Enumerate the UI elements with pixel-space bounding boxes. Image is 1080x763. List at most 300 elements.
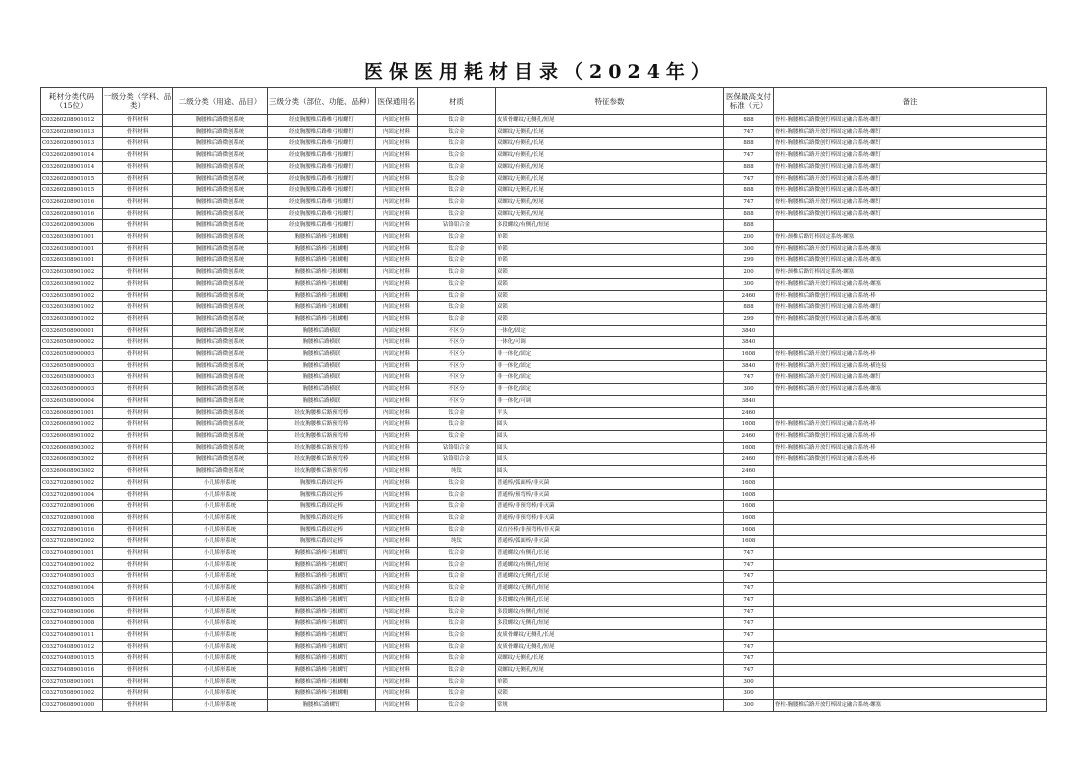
level2-cell: 小儿矫形系统 [173,629,268,641]
remarks-cell [774,325,1047,337]
max-payment-cell: 3840 [724,360,774,372]
features-cell: 双螺纹/有侧孔/短尾 [496,161,724,173]
level1-cell: 骨科材料 [103,618,173,630]
features-cell: 双螺纹/无侧孔/短尾 [496,196,724,208]
table-row [41,430,1047,442]
header-level1: 一级分类（学科、品类） [103,88,173,115]
level1-cell: 骨科材料 [103,220,173,232]
features-cell: 皮质骨螺纹/无侧孔/长尾 [496,629,724,641]
generic-name-cell: 内固定材料 [376,606,418,618]
table-row [41,653,1047,665]
remarks-cell [774,512,1047,524]
features-cell: 非一体化/固定 [496,372,724,384]
features-cell: 一体化/固定 [496,325,724,337]
remarks-cell [774,524,1047,536]
remarks-cell [774,501,1047,513]
code-cell: C03260208901013 [41,126,103,138]
remarks-cell [774,688,1047,700]
remarks-cell: 脊柱-胸腰椎后路开放钉棒固定融合系统-螺塞 [774,243,1047,255]
table-row [41,138,1047,150]
table-row [41,360,1047,372]
level3-cell: 经皮胸腰椎后路椎弓根螺钉 [268,220,376,232]
material-cell: 钛合金 [418,629,496,641]
code-cell: C03260608903002 [41,442,103,454]
level3-cell: 胸腰椎后路横联 [268,349,376,361]
remarks-cell: 脊柱-胸腰椎后路微创钉棒固定融合系统-螺钉 [774,138,1047,150]
code-cell: C03270508901001 [41,676,103,688]
table-row [41,115,1047,127]
code-cell: C03270408901002 [41,559,103,571]
level1-cell: 骨科材料 [103,126,173,138]
level3-cell: 胸腰椎后路椎弓根螺钉 [268,559,376,571]
level1-cell: 骨科材料 [103,489,173,501]
level2-cell: 胸腰椎后路微创系统 [173,185,268,197]
level2-cell: 小儿矫形系统 [173,700,268,712]
generic-name-cell: 内固定材料 [376,384,418,396]
level2-cell: 胸腰椎后路微创系统 [173,419,268,431]
level2-cell: 胸腰椎后路微创系统 [173,337,268,349]
level3-cell: 经皮胸腰椎后路椎弓根螺钉 [268,115,376,127]
features-cell: 非一体化/固定 [496,384,724,396]
code-cell: C03260208901016 [41,196,103,208]
remarks-cell [774,466,1047,478]
code-cell: C03260608901002 [41,419,103,431]
generic-name-cell: 内固定材料 [376,454,418,466]
remarks-cell [774,489,1047,501]
generic-name-cell: 内固定材料 [376,629,418,641]
remarks-cell: 脊柱-胸腰椎后路开放钉棒固定融合系统-螺钉 [774,126,1047,138]
table-row [41,278,1047,290]
level2-cell: 胸腰椎后路微创系统 [173,290,268,302]
level3-cell: 经皮胸腰椎后路椎弓根螺钉 [268,150,376,162]
level3-cell: 经皮胸腰椎后路椎弓根螺钉 [268,185,376,197]
level2-cell: 胸腰椎后路微创系统 [173,384,268,396]
code-cell: C03270408901008 [41,618,103,630]
material-cell: 钛合金 [418,185,496,197]
code-cell: C03270408901003 [41,571,103,583]
table-row [41,302,1047,314]
max-payment-cell: 888 [724,161,774,173]
material-cell: 钛合金 [418,430,496,442]
max-payment-cell: 888 [724,208,774,220]
table-row [41,583,1047,595]
level2-cell: 胸腰椎后路微创系统 [173,115,268,127]
level3-cell: 胸腰椎后路椎弓根螺帽 [268,232,376,244]
max-payment-cell: 888 [724,185,774,197]
remarks-cell: 脊柱-胸腰椎后路微创钉棒固定融合系统-螺钉 [774,208,1047,220]
generic-name-cell: 内固定材料 [376,185,418,197]
max-payment-cell: 888 [724,302,774,314]
material-cell: 钛合金 [418,688,496,700]
level2-cell: 小儿矫形系统 [173,489,268,501]
level2-cell: 胸腰椎后路微创系统 [173,278,268,290]
level3-cell: 胸腰椎后路椎弓根螺帽 [268,278,376,290]
features-cell: 单锁 [496,232,724,244]
features-cell: 双锁 [496,313,724,325]
remarks-cell: 脊柱-胸腰椎后路微创钉棒固定融合系统-螺塞 [774,255,1047,267]
max-payment-cell: 300 [724,278,774,290]
material-cell: 钛合金 [418,290,496,302]
material-cell: 纯钛 [418,466,496,478]
material-cell: 钛合金 [418,571,496,583]
generic-name-cell: 内固定材料 [376,489,418,501]
remarks-cell: 脊柱-胸腰椎后路开放钉棒固定融合系统-螺钉 [774,173,1047,185]
generic-name-cell: 内固定材料 [376,524,418,536]
table-row [41,173,1047,185]
header-generic-name: 医保通用名 [376,88,418,115]
header-row [41,88,1047,115]
max-payment-cell: 2460 [724,430,774,442]
level3-cell: 经皮胸腰椎后路椎弓根螺钉 [268,196,376,208]
features-cell: 圆头 [496,430,724,442]
remarks-cell: 脊柱-胸腰椎后路开放钉棒固定融合系统-螺钉 [774,372,1047,384]
table-row [41,618,1047,630]
code-cell: C03270408901016 [41,665,103,677]
remarks-cell: 脊柱-胸腰椎后路开放钉棒固定融合系统-棒 [774,442,1047,454]
level3-cell: 经皮胸腰椎后路预弯棒 [268,419,376,431]
level2-cell: 胸腰椎后路微创系统 [173,430,268,442]
level3-cell: 胸腰椎后路椎弓根螺帽 [268,313,376,325]
code-cell: C03270208901006 [41,501,103,513]
remarks-cell [774,395,1047,407]
code-cell: C03260208901015 [41,185,103,197]
max-payment-cell: 747 [724,606,774,618]
level2-cell: 胸腰椎后路微创系统 [173,243,268,255]
remarks-cell [774,477,1047,489]
max-payment-cell: 747 [724,653,774,665]
max-payment-cell: 300 [724,243,774,255]
level1-cell: 骨科材料 [103,360,173,372]
material-cell: 钛合金 [418,477,496,489]
code-cell: C03270408901001 [41,548,103,560]
level1-cell: 骨科材料 [103,138,173,150]
remarks-cell [774,559,1047,571]
generic-name-cell: 内固定材料 [376,442,418,454]
features-cell: 非一体化/固定 [496,360,724,372]
max-payment-cell: 1608 [724,536,774,548]
remarks-cell [774,676,1047,688]
features-cell: 圆头 [496,454,724,466]
level1-cell: 骨科材料 [103,430,173,442]
generic-name-cell: 内固定材料 [376,466,418,478]
generic-name-cell: 内固定材料 [376,115,418,127]
generic-name-cell: 内固定材料 [376,430,418,442]
header-level2: 二级分类（用途、品目） [173,88,268,115]
code-cell: C03260308901002 [41,267,103,279]
max-payment-cell: 747 [724,173,774,185]
level1-cell: 骨科材料 [103,442,173,454]
features-cell: 普通螺纹/无侧孔/长尾 [496,571,724,583]
code-cell: C03270408901005 [41,594,103,606]
generic-name-cell: 内固定材料 [376,512,418,524]
level3-cell: 胸腰椎后路横联 [268,395,376,407]
max-payment-cell: 3840 [724,337,774,349]
level1-cell: 骨科材料 [103,302,173,314]
table-row [41,161,1047,173]
table-row [41,524,1047,536]
level1-cell: 骨科材料 [103,313,173,325]
material-cell: 钛合金 [418,419,496,431]
level3-cell: 胸腰椎后路固定棒 [268,536,376,548]
level3-cell: 胸腰椎后路椎弓根螺钉 [268,571,376,583]
code-cell: C03270208901004 [41,489,103,501]
generic-name-cell: 内固定材料 [376,665,418,677]
code-cell: C03270208902002 [41,536,103,548]
generic-name-cell: 内固定材料 [376,313,418,325]
level3-cell: 胸腰椎后路横联 [268,325,376,337]
level2-cell: 胸腰椎后路微创系统 [173,138,268,150]
material-cell: 钛合金 [418,653,496,665]
material-cell: 钛合金 [418,243,496,255]
level1-cell: 骨科材料 [103,372,173,384]
table-row [41,536,1047,548]
features-cell: 圆头 [496,466,724,478]
generic-name-cell: 内固定材料 [376,325,418,337]
material-cell: 不区分 [418,395,496,407]
material-cell: 钛合金 [418,232,496,244]
level3-cell: 胸腰椎后路椎弓根螺钉 [268,618,376,630]
level1-cell: 骨科材料 [103,349,173,361]
material-cell: 钛合金 [418,512,496,524]
level1-cell: 骨科材料 [103,594,173,606]
level1-cell: 骨科材料 [103,524,173,536]
level1-cell: 骨科材料 [103,512,173,524]
code-cell: C03260308901002 [41,278,103,290]
features-cell: 普通棒/非预弯棒/非灭菌 [496,501,724,513]
material-cell: 不区分 [418,325,496,337]
features-cell: 单锁 [496,676,724,688]
level2-cell: 胸腰椎后路微创系统 [173,407,268,419]
level2-cell: 胸腰椎后路微创系统 [173,220,268,232]
material-cell: 不区分 [418,337,496,349]
features-cell: 常规 [496,700,724,712]
max-payment-cell: 1608 [724,419,774,431]
max-payment-cell: 747 [724,618,774,630]
code-cell: C03270408901012 [41,641,103,653]
code-cell: C03270508901002 [41,688,103,700]
max-payment-cell: 747 [724,594,774,606]
remarks-cell: 脊柱-胸腰椎后路微创钉棒固定融合系统-螺塞 [774,313,1047,325]
generic-name-cell: 内固定材料 [376,477,418,489]
remarks-cell [774,536,1047,548]
level3-cell: 胸腰椎后路椎弓根螺钉 [268,583,376,595]
remarks-cell [774,337,1047,349]
header-max-payment: 医保最高支付标准（元） [724,88,774,115]
max-payment-cell: 747 [724,548,774,560]
generic-name-cell: 内固定材料 [376,536,418,548]
level1-cell: 骨科材料 [103,196,173,208]
material-cell: 钛合金 [418,489,496,501]
material-cell: 钛合金 [418,161,496,173]
level3-cell: 胸腰椎后路椎弓根螺钉 [268,629,376,641]
table-row [41,243,1047,255]
code-cell: C03260208901013 [41,138,103,150]
level2-cell: 小儿矫形系统 [173,548,268,560]
max-payment-cell: 1608 [724,512,774,524]
material-cell: 钛合金 [418,126,496,138]
table-row [41,629,1047,641]
level3-cell: 经皮胸腰椎后路椎弓根螺钉 [268,208,376,220]
generic-name-cell: 内固定材料 [376,126,418,138]
code-cell: C03260308901002 [41,302,103,314]
material-cell: 钛合金 [418,559,496,571]
features-cell: 普通棒/弧面棒/非灭菌 [496,477,724,489]
max-payment-cell: 200 [724,267,774,279]
table-row [41,512,1047,524]
max-payment-cell: 300 [724,688,774,700]
features-cell: 普通螺纹/无侧孔/短尾 [496,583,724,595]
table-row [41,688,1047,700]
max-payment-cell: 300 [724,384,774,396]
features-cell: 普通棒/预弯棒/非灭菌 [496,489,724,501]
level3-cell: 胸腰椎后路椎弓根螺帽 [268,290,376,302]
material-cell: 不区分 [418,360,496,372]
remarks-cell [774,548,1047,560]
level3-cell: 胸腰椎后路椎弓根螺帽 [268,255,376,267]
level1-cell: 骨科材料 [103,232,173,244]
remarks-cell: 脊柱-胸腰椎后路微创钉棒固定融合系统-螺钉 [774,161,1047,173]
level2-cell: 胸腰椎后路微创系统 [173,232,268,244]
generic-name-cell: 内固定材料 [376,290,418,302]
level3-cell: 胸腰椎后路螺钉 [268,700,376,712]
max-payment-cell: 1608 [724,349,774,361]
level1-cell: 骨科材料 [103,665,173,677]
table-row [41,185,1047,197]
level3-cell: 胸腰椎后路椎弓根螺帽 [268,688,376,700]
table-row [41,548,1047,560]
features-cell: 双锁 [496,278,724,290]
level1-cell: 骨科材料 [103,559,173,571]
remarks-cell [774,618,1047,630]
features-cell: 多段螺纹/有侧孔/短尾 [496,606,724,618]
level3-cell: 胸腰椎后路固定棒 [268,524,376,536]
generic-name-cell: 内固定材料 [376,395,418,407]
remarks-cell: 脊柱-胸腰椎后路开放钉棒固定融合系统-横连接 [774,360,1047,372]
level2-cell: 胸腰椎后路微创系统 [173,255,268,267]
level2-cell: 胸腰椎后路微创系统 [173,150,268,162]
level3-cell: 胸腰椎后路椎弓根螺帽 [268,302,376,314]
level1-cell: 骨科材料 [103,536,173,548]
generic-name-cell: 内固定材料 [376,372,418,384]
level2-cell: 小儿矫形系统 [173,536,268,548]
features-cell: 皮质骨螺纹/无侧孔/短尾 [496,115,724,127]
table-row [41,641,1047,653]
code-cell: C03260308901001 [41,243,103,255]
material-cell: 钛合金 [418,665,496,677]
level1-cell: 骨科材料 [103,688,173,700]
generic-name-cell: 内固定材料 [376,407,418,419]
table-row [41,407,1047,419]
material-cell: 钛合金 [418,606,496,618]
table-row [41,477,1047,489]
level2-cell: 小儿矫形系统 [173,653,268,665]
material-cell: 不区分 [418,349,496,361]
features-cell: 双螺纹/无侧孔/长尾 [496,126,724,138]
level3-cell: 胸腰椎后路椎弓根螺帽 [268,267,376,279]
features-cell: 普通棒/弧面棒/非灭菌 [496,536,724,548]
level3-cell: 胸腰椎后路椎弓根螺帽 [268,676,376,688]
max-payment-cell: 747 [724,126,774,138]
material-cell: 钛合金 [418,700,496,712]
max-payment-cell: 888 [724,115,774,127]
level2-cell: 小儿矫形系统 [173,477,268,489]
level1-cell: 骨科材料 [103,255,173,267]
level2-cell: 胸腰椎后路微创系统 [173,302,268,314]
remarks-cell: 脊柱-胸腰椎后路开放钉棒固定融合系统-螺钉 [774,196,1047,208]
level2-cell: 胸腰椎后路微创系统 [173,208,268,220]
code-cell: C03270208901008 [41,512,103,524]
code-cell: C03270408901004 [41,583,103,595]
material-cell: 钛合金 [418,641,496,653]
table-row [41,384,1047,396]
material-cell: 钛合金 [418,313,496,325]
generic-name-cell: 内固定材料 [376,360,418,372]
code-cell: C03260508900003 [41,372,103,384]
level3-cell: 胸腰椎后路椎弓根螺钉 [268,665,376,677]
code-cell: C03270208901002 [41,477,103,489]
material-cell: 钛合金 [418,501,496,513]
material-cell: 钛合金 [418,524,496,536]
level1-cell: 骨科材料 [103,653,173,665]
max-payment-cell: 747 [724,372,774,384]
header-material: 材质 [418,88,496,115]
table-row [41,395,1047,407]
code-cell: C03260508900003 [41,349,103,361]
table-row [41,665,1047,677]
table-row [41,559,1047,571]
generic-name-cell: 内固定材料 [376,138,418,150]
generic-name-cell: 内固定材料 [376,196,418,208]
material-cell: 钛合金 [418,618,496,630]
material-cell: 钛合金 [418,583,496,595]
level3-cell: 胸腰椎后路固定棒 [268,512,376,524]
material-cell: 钛合金 [418,407,496,419]
table-row [41,325,1047,337]
features-cell: 双螺纹/无侧孔/长尾 [496,185,724,197]
level2-cell: 小儿矫形系统 [173,571,268,583]
code-cell: C03260208901014 [41,161,103,173]
header-features: 特征参数 [496,88,724,115]
table-row [41,501,1047,513]
remarks-cell: 脊柱-胸腰椎后路微创钉棒固定融合系统-棒 [774,430,1047,442]
code-cell: C03260208901014 [41,150,103,162]
max-payment-cell: 2460 [724,407,774,419]
remarks-cell [774,571,1047,583]
features-cell: 双螺纹/有侧孔/长尾 [496,150,724,162]
generic-name-cell: 内固定材料 [376,419,418,431]
generic-name-cell: 内固定材料 [376,571,418,583]
level3-cell: 经皮胸腰椎后路预弯棒 [268,407,376,419]
level1-cell: 骨科材料 [103,419,173,431]
level1-cell: 骨科材料 [103,700,173,712]
code-cell: C03260608901002 [41,430,103,442]
level1-cell: 骨科材料 [103,185,173,197]
header-remarks: 备注 [774,88,1047,115]
max-payment-cell: 747 [724,559,774,571]
level1-cell: 骨科材料 [103,243,173,255]
level1-cell: 骨科材料 [103,161,173,173]
level2-cell: 小儿矫形系统 [173,524,268,536]
remarks-cell: 脊柱-胸腰椎后路开放钉棒固定融合系统-螺塞 [774,700,1047,712]
level2-cell: 小儿矫形系统 [173,641,268,653]
level3-cell: 经皮胸腰椎后路椎弓根螺钉 [268,138,376,150]
max-payment-cell: 1608 [724,477,774,489]
max-payment-cell: 299 [724,313,774,325]
level3-cell: 胸腰椎后路固定棒 [268,477,376,489]
remarks-cell: 脊柱-胸腰椎后路微创钉棒固定融合系统-螺钉 [774,185,1047,197]
generic-name-cell: 内固定材料 [376,618,418,630]
material-cell: 钛合金 [418,594,496,606]
